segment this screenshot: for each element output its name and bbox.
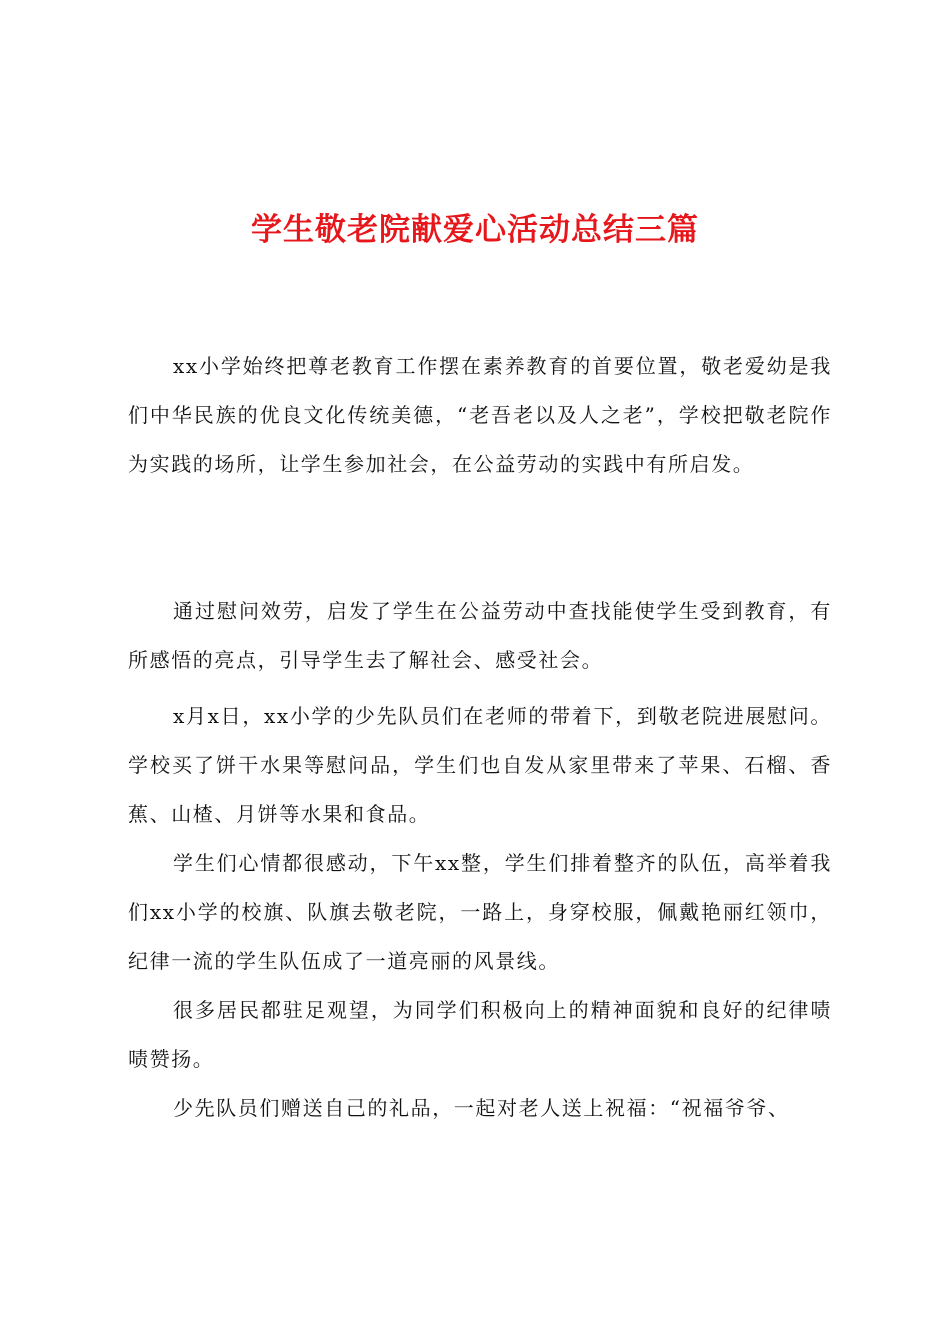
paragraph-intro: xx小学始终把尊老教育工作摆在素养教育的首要位置，敬老爱幼是我们中华民族的优良文化传统美德，“老吾老以及人之老”，学校把敬老院作为实践的场所，让学生参加社会，在公益劳动的实践中有所启发。: [128, 354, 832, 476]
paragraph-visit-date: x月x日，xx小学的少先队员们在老师的带着下，到敬老院进展慰问。学校买了饼干水果等慰问品，学生们也自发从家里带来了苹果、石榴、香蕉、山楂、月饼等水果和食品。: [128, 704, 832, 826]
paragraph-visit-purpose: 通过慰问效劳，启发了学生在公益劳动中查找能使学生受到教育，有所感悟的亮点，引导学生去了解社会、感受社会。: [128, 599, 832, 672]
document-title: 学生敬老院献爱心活动总结三篇: [251, 212, 699, 248]
paragraph-procession: 学生们心情都很感动，下午xx整，学生们排着整齐的队伍，高举着我们xx小学的校旗、队旗去敬老院，一路上，身穿校服，佩戴艳丽红领巾，纪律一流的学生队伍成了一道亮丽的风景线。: [128, 851, 832, 973]
paragraph-residents: 很多居民都驻足观望，为同学们积极向上的精神面貌和良好的纪律啧啧赞扬。: [128, 998, 832, 1071]
paragraph-gifts: 少先队员们赠送自己的礼品，一起对老人送上祝福：“祝福爷爷、: [173, 1096, 790, 1120]
